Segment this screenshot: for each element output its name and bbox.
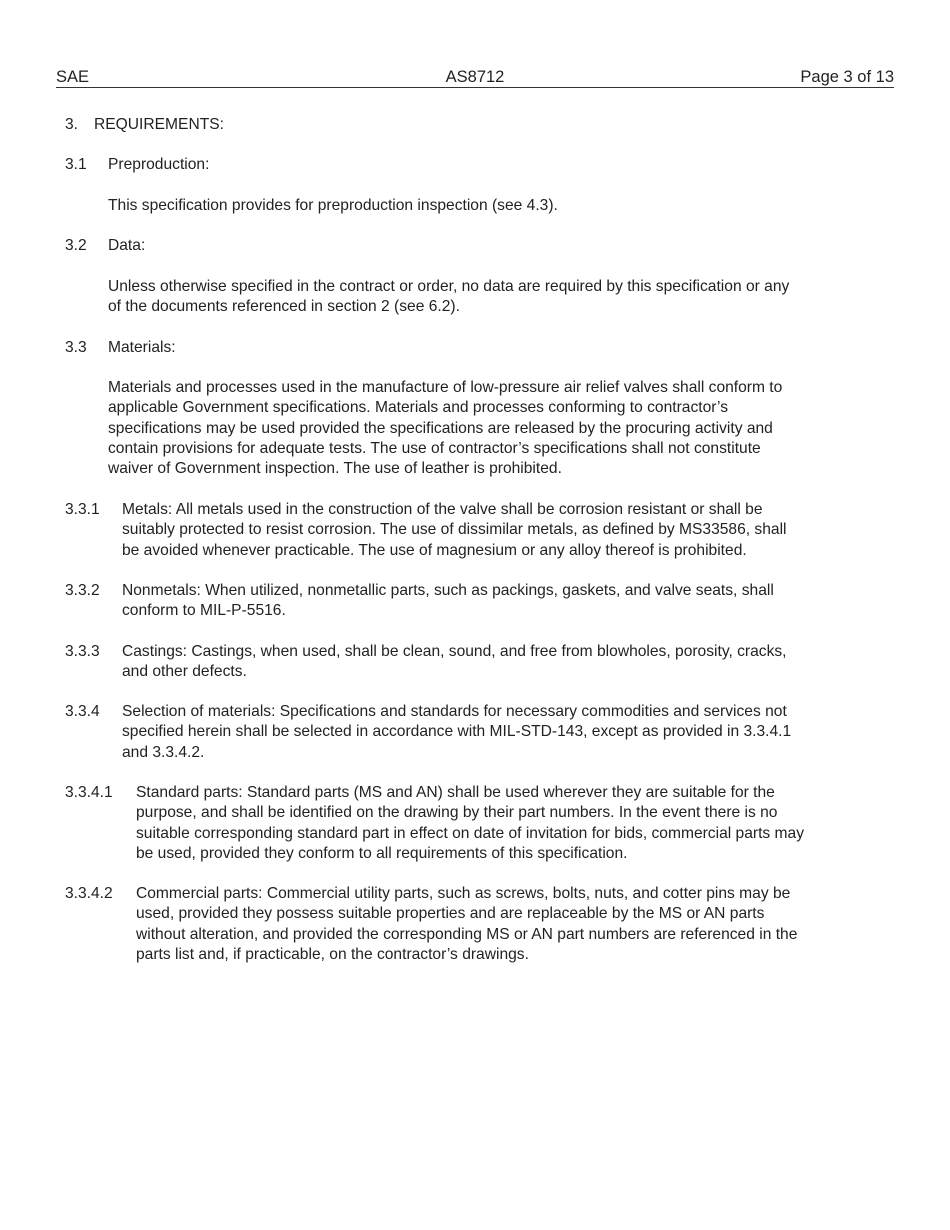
paragraph-line: used, provided they possess suitable properties and are replaceable by the MS or AN parts bbox=[136, 905, 765, 923]
paragraph-line: Unless otherwise specified in the contract or order, no data are required by this specification or any bbox=[108, 278, 790, 295]
paragraph-line: and 3.3.4.2. bbox=[122, 743, 205, 761]
paragraph-line: specified herein shall be selected in accordance with MIL-STD-143, except as provided in 3.3.4.1 bbox=[122, 723, 792, 741]
section-number: 3.3.1 bbox=[65, 501, 100, 518]
paragraph-line: suitably protected to resist corrosion. The use of dissimilar metals, as defined by MS33586, shall bbox=[122, 521, 787, 539]
paragraph-line: This specification provides for preproduction inspection (see 4.3). bbox=[108, 197, 558, 214]
section-number: 3.3.3 bbox=[65, 643, 100, 660]
header-page-number: Page 3 of 13 bbox=[800, 68, 894, 86]
paragraph-line: waiver of Government inspection. The use of leather is prohibited. bbox=[108, 460, 562, 478]
section-title: Preproduction: bbox=[108, 156, 210, 173]
paragraph-line: applicable Government specifications. Materials and processes conforming to contractor’s bbox=[108, 399, 729, 417]
paragraph-metals bbox=[122, 500, 787, 561]
paragraph-line: Metals: All metals used in the construction of the valve shall be corrosion resistant or shall be bbox=[122, 501, 763, 518]
section-number: 3.3.4 bbox=[65, 703, 100, 720]
paragraph-line: parts list and, if practicable, on the contractor’s drawings. bbox=[136, 945, 529, 963]
paragraph-line: Commercial parts: Commercial utility parts, such as screws, bolts, nuts, and cotter pins may be bbox=[136, 885, 791, 902]
header-document-number: AS8712 bbox=[445, 68, 505, 86]
paragraph-line: conform to MIL-P-5516. bbox=[122, 602, 286, 620]
header-organization: SAE bbox=[56, 68, 90, 86]
paragraph-line: purpose, and shall be identified on the drawing by their part numbers. In the event there is no bbox=[136, 804, 778, 822]
page-header bbox=[56, 67, 894, 88]
section-number: 3.1 bbox=[65, 156, 87, 173]
paragraph-line: Nonmetals: When utilized, nonmetallic parts, such as packings, gaskets, and valve seats, shall bbox=[122, 582, 774, 599]
paragraph-materials bbox=[108, 378, 782, 479]
paragraph-selection-of-materials bbox=[122, 702, 791, 763]
paragraph-nonmetals bbox=[122, 581, 774, 622]
paragraph-line: be used, provided they conform to all requirements of this specification. bbox=[136, 844, 628, 862]
paragraph-line: suitable corresponding standard part in effect on date of invitation for bids, commercial parts may bbox=[136, 824, 804, 842]
section-number: 3.3.2 bbox=[65, 582, 100, 599]
section-number: 3.3 bbox=[65, 339, 87, 356]
paragraph-line: of the documents referenced in section 2 (see 6.2). bbox=[108, 298, 460, 316]
paragraph-line: and other defects. bbox=[122, 663, 247, 681]
section-number: 3.3.4.1 bbox=[65, 784, 113, 801]
paragraph-line: Standard parts: Standard parts (MS and AN) shall be used wherever they are suitable for the bbox=[136, 784, 775, 801]
section-number: 3.3.4.2 bbox=[65, 885, 113, 902]
paragraph-line: Castings: Castings, when used, shall be clean, sound, and free from blowholes, porosity, cracks, bbox=[122, 643, 787, 660]
section-title: Materials: bbox=[108, 339, 176, 356]
section-number: 3.2 bbox=[65, 237, 87, 254]
paragraph-commercial-parts bbox=[136, 884, 797, 965]
paragraph-data bbox=[108, 277, 789, 318]
paragraph-line: Materials and processes used in the manufacture of low-pressure air relief valves shall conform to bbox=[108, 379, 783, 396]
paragraph-standard-parts bbox=[136, 783, 804, 864]
paragraph-line: Selection of materials: Specifications and standards for necessary commodities and services not bbox=[122, 703, 787, 720]
paragraph-castings bbox=[122, 642, 787, 683]
paragraph-preproduction bbox=[108, 196, 558, 216]
paragraph-line: without alteration, and provided the corresponding MS or AN part numbers are referenced in the bbox=[136, 925, 798, 943]
paragraph-line: contain provisions for adequate tests. The use of contractor’s specifications shall not constitute bbox=[108, 439, 761, 457]
section-title: REQUIREMENTS: bbox=[94, 116, 224, 133]
section-title: Data: bbox=[108, 237, 146, 254]
paragraph-line: be avoided whenever practicable. The use of magnesium or any alloy thereof is prohibited. bbox=[122, 541, 747, 559]
paragraph-line: specifications may be used provided the specifications are released by the procuring activity and bbox=[108, 419, 773, 437]
section-number: 3. bbox=[65, 116, 79, 133]
